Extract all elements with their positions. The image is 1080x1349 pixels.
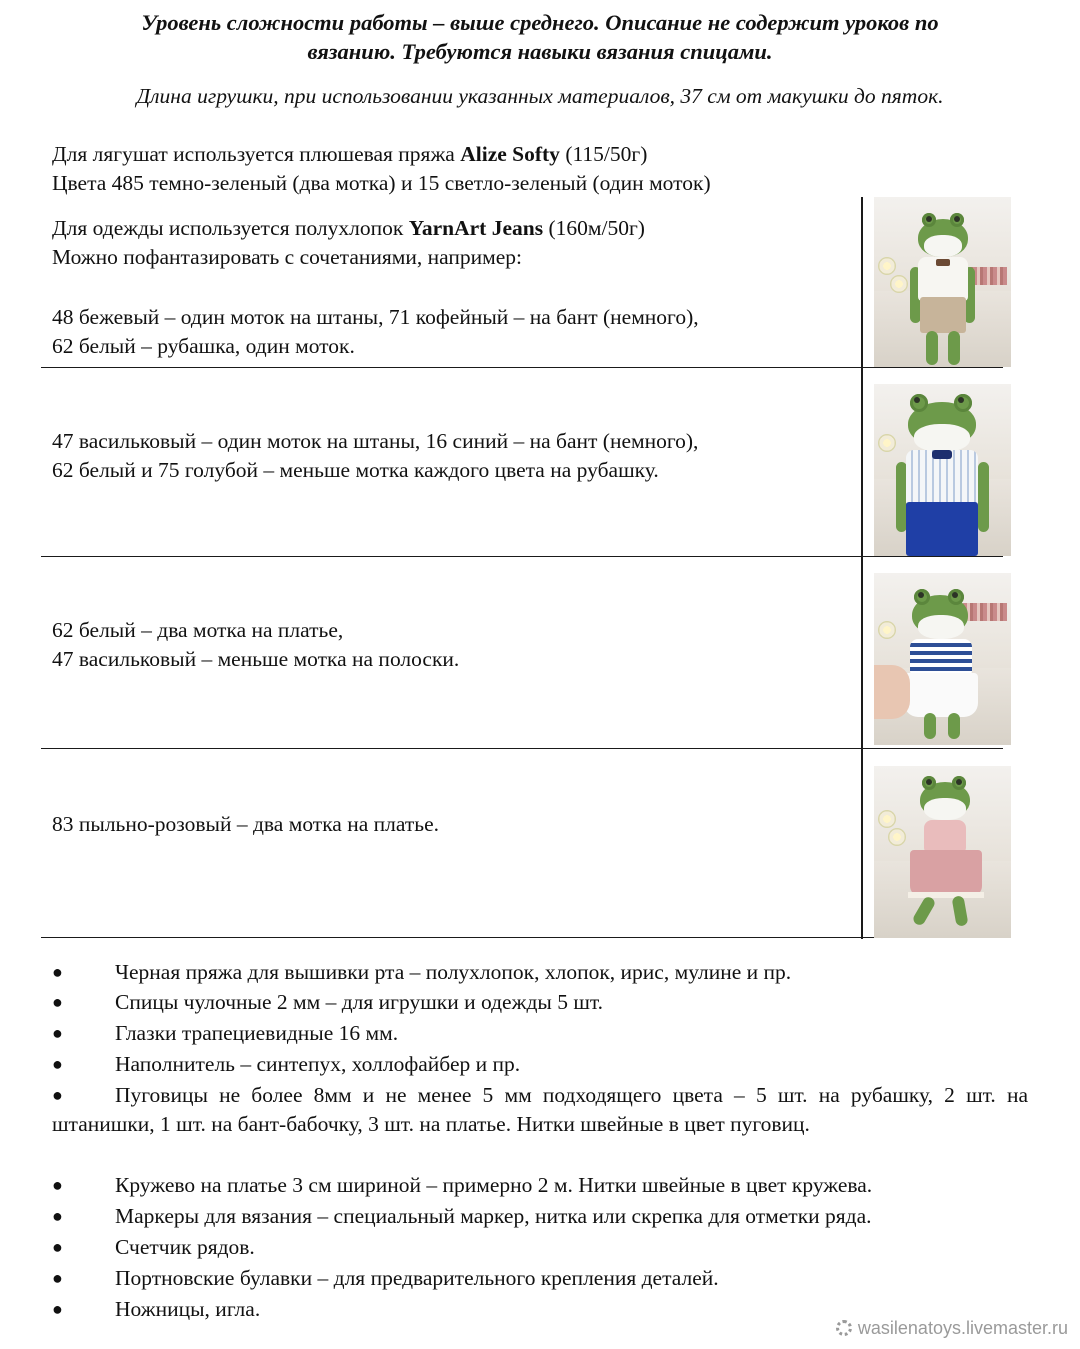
frog-photo-beige-outfit [874, 197, 1011, 367]
frog-photo-blue-outfit [874, 384, 1011, 556]
variant-3-line-1: 62 белый – два мотка на платье, [52, 618, 344, 642]
variant-2-line-1: 47 васильковый – один моток на штаны, 16 синий – на бант (немного), [52, 429, 699, 453]
variant-2-line-2: 62 белый и 75 голубой – меньше мотка каждого цвета на рубашку. [52, 458, 659, 482]
bullet-icon: ● [52, 1268, 63, 1288]
frog-yarn-line-2: Цвета 485 темно-зеленый (два мотка) и 15 светло-зеленый (один моток) [52, 171, 711, 195]
bullet-icon: ● [52, 1023, 63, 1043]
variant-4-line-1: 83 пыльно-розовый – два мотка на платье. [52, 812, 439, 836]
row-divider-3 [41, 748, 1003, 749]
variant-3-line-2: 47 васильковый – меньше мотка на полоски. [52, 647, 460, 671]
bullet-icon: ● [52, 1175, 63, 1195]
clothes-yarn-brand: YarnArt Jeans [408, 216, 544, 240]
row-divider-4 [41, 937, 875, 938]
clothes-yarn-line-1: Для одежды используется полухлопок YarnArt Jeans (160м/50г) [52, 216, 645, 240]
table-vertical-divider [861, 197, 863, 939]
frog-photo-white-dress [874, 573, 1011, 745]
frog-yarn-brand: Alize Softy [460, 142, 560, 166]
toy-length-note: Длина игрушки, при использовании указанных материалов, 37 см от макушки до пяток. [136, 84, 944, 108]
bullet-icon: ● [52, 1206, 63, 1226]
clothes-yarn-line-2: Можно пофантазировать с сочетаниями, например: [52, 245, 523, 269]
bullet-icon: ● [52, 992, 63, 1012]
bullet-icon: ● [52, 1237, 63, 1257]
row-divider-2 [41, 556, 1003, 557]
bullet-icon: ● [52, 962, 63, 982]
frog-yarn-line-1: Для лягушат используется плюшевая пряжа Alize Softy (115/50г) [52, 142, 648, 166]
bullet-icon: ● [52, 1085, 63, 1105]
difficulty-line-2: вязанию. Требуются навыки вязания спицами. [307, 39, 773, 64]
bullet-icon: ● [52, 1299, 63, 1319]
gear-icon [836, 1320, 852, 1336]
bullet-icon: ● [52, 1054, 63, 1074]
difficulty-line-1: Уровень сложности работы – выше среднего. Описание не содержит уроков по [141, 10, 939, 35]
variant-1-line-1: 48 бежевый – один моток на штаны, 71 кофейный – на бант (немного), [52, 305, 699, 329]
watermark: wasilenatoys.livemaster.ru [836, 1318, 1068, 1339]
row-divider-1 [41, 367, 1003, 368]
variant-1-line-2: 62 белый – рубашка, один моток. [52, 334, 355, 358]
frog-photo-pink-dress [874, 766, 1011, 938]
